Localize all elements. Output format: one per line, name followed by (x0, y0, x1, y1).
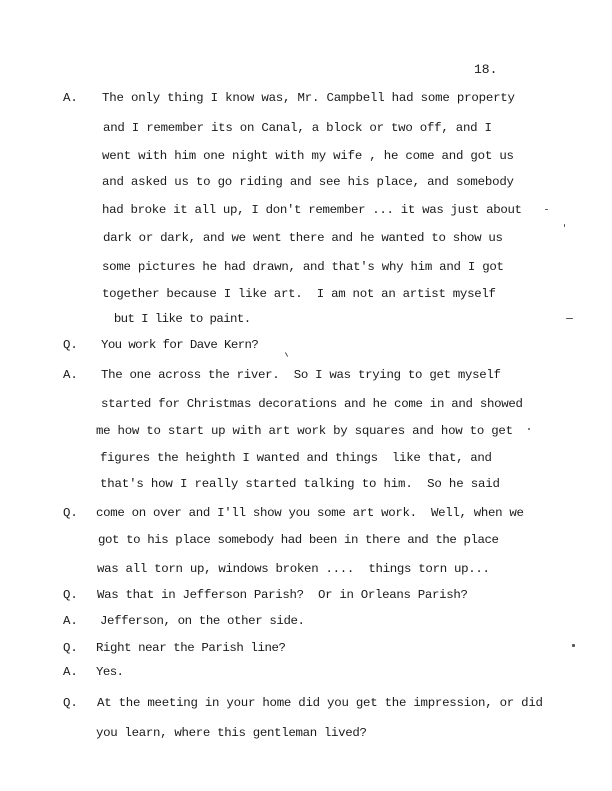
transcript-line: Yes. (96, 665, 124, 679)
transcript-line: The only thing I know was, Mr. Campbell had some property (102, 91, 515, 105)
transcript-line: figures the heighth I wanted and things like that, and (100, 451, 492, 465)
transcript-line: together because I like art. I am not an artist myself (102, 287, 496, 301)
transcript-line: come on over and I'll show you some art work. Well, when we (96, 506, 524, 520)
speaker-label: A. (63, 665, 78, 679)
transcript-line: You work for Dave Kern? (101, 338, 259, 352)
speaker-label: Q. (63, 506, 78, 520)
transcript-line: you learn, where this gentleman lived? (96, 726, 367, 740)
speaker-label: Q. (63, 338, 78, 352)
transcript-line: was all torn up, windows broken .... things torn up... (97, 562, 490, 576)
speaker-label: Q. (63, 696, 78, 710)
speaker-label: Q. (63, 641, 78, 655)
scan-speck (566, 318, 573, 319)
transcript-line: Was that in Jefferson Parish? Or in Orleans Parish? (97, 588, 468, 602)
transcript-line: The one across the river. So I was trying to get myself (101, 368, 501, 382)
transcript-line: some pictures he had drawn, and that's why him and I got (102, 260, 504, 274)
speaker-label: A. (63, 368, 78, 382)
transcript-line: went with him one night with my wife , he come and got us (102, 149, 514, 163)
transcript-line: and asked us to go riding and see his place, and somebody (102, 175, 514, 189)
speaker-label: A. (63, 614, 78, 628)
transcript-line: At the meeting in your home did you get the impression, or did (97, 696, 543, 710)
transcript-line: started for Christmas decorations and he come in and showed (101, 397, 523, 411)
transcript-line: Jefferson, on the other side. (100, 614, 305, 628)
speaker-label: Q. (63, 588, 78, 602)
transcript-line: that's how I really started talking to him. So he said (100, 477, 500, 491)
transcript-line: had broke it all up, I don't remember ... it was just about (102, 203, 522, 217)
scan-speck (528, 428, 530, 430)
scan-speck (545, 209, 548, 210)
page-number: 18. (474, 62, 498, 77)
scan-speck (564, 224, 565, 227)
transcript-line: Right near the Parish line? (96, 641, 286, 655)
transcript-line: but I like to paint. (107, 312, 251, 326)
transcript-line: and I remember its on Canal, a block or two off, and I (103, 121, 492, 135)
scan-speck (285, 352, 288, 357)
transcript-line: me how to start up with art work by squares and how to get (96, 424, 513, 438)
scan-speck (572, 644, 575, 647)
transcript-line: dark or dark, and we went there and he wanted to show us (103, 231, 503, 245)
transcript-line: got to his place somebody had been in there and the place (98, 533, 499, 547)
speaker-label: A. (63, 91, 78, 105)
